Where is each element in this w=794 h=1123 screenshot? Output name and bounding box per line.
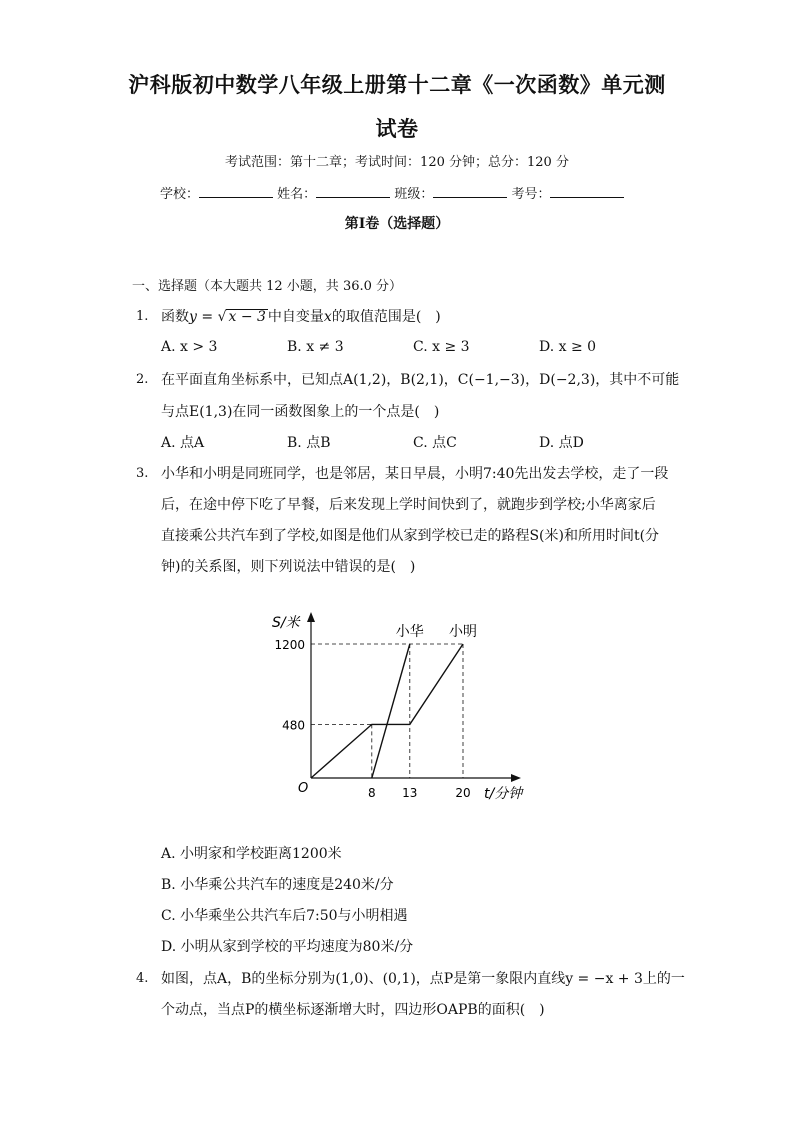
x-tick-label: 13 <box>402 786 418 800</box>
q1-option-d[interactable]: D. x ≥ 0 <box>539 339 597 355</box>
q4-line-1: 如图，点A，B的坐标分别为(1,0)、(0,1)，点P是第一象限内直线y = −x + 3上的一 <box>161 971 685 987</box>
series-line-xiaohua <box>372 644 410 778</box>
q1-post: 的取值范围是( ) <box>331 309 441 325</box>
title-line-2: 试卷 <box>375 116 419 141</box>
q1-number: 1. <box>136 309 149 324</box>
class-label: 班级： <box>394 187 434 202</box>
q1-radicand: x − 3 <box>228 309 266 325</box>
section-title: 一、选择题（本大题共 12 小题，共 36.0 分） <box>132 279 403 294</box>
q2-option-d[interactable]: D. 点D <box>539 435 584 451</box>
y-axis-arrow <box>307 612 315 622</box>
q4-line-2: 个动点，当点P的横坐标逐渐增大时，四边形OAPB的面积( ) <box>161 1002 545 1018</box>
q1-eq: = <box>196 309 218 325</box>
exam-info: 考试范围：第十二章；考试时间：120 分钟；总分：120 分 <box>225 155 569 170</box>
q3-number: 3. <box>136 466 149 481</box>
q1-pre: 函数 <box>161 309 189 325</box>
series-label-xiaoming: 小明 <box>449 624 477 640</box>
q2-option-c[interactable]: C. 点C <box>413 435 457 451</box>
title-line-1: 沪科版初中数学八年级上册第十二章《一次函数》单元测 <box>128 72 666 97</box>
q3-option-b[interactable]: B. 小华乘公共汽车的速度是240米/分 <box>161 877 394 893</box>
q1-option-c[interactable]: C. x ≥ 3 <box>413 339 470 355</box>
series-label-xiaohua: 小华 <box>395 624 424 640</box>
q2-line-2: 与点E(1,3)在同一函数图象上的一个点是( ) <box>161 404 440 420</box>
x-tick-label: 20 <box>455 786 471 800</box>
q1-mid: 中自变量 <box>267 309 324 325</box>
q3-line-4: 钟)的关系图，则下列说法中错误的是( ) <box>161 559 416 575</box>
name-label: 姓名： <box>277 187 317 202</box>
q3-option-c[interactable]: C. 小华乘坐公共汽车后7:50与小明相遇 <box>161 908 408 924</box>
q3-line-3: 直接乘公共汽车到了学校,如图是他们从家到学校已走的路程S(米)和所用时间t(分 <box>161 528 660 544</box>
q1-option-b[interactable]: B. x ≠ 3 <box>287 339 344 355</box>
q1-y: y <box>189 309 197 325</box>
number-label: 考号： <box>511 187 551 202</box>
q3-line-1: 小华和小明是同班同学，也是邻居，某日早晨，小明7:40先出发去学校，走了一段 <box>161 466 669 482</box>
q2-line-1: 在平面直角坐标系中，已知点A(1,2)，B(2,1)，C(−1,−3)，D(−2,3)，其中不可能 <box>161 372 680 388</box>
part-title: 第I卷（选择题） <box>344 216 450 232</box>
q3-option-a[interactable]: A. 小明家和学校距离1200米 <box>161 846 342 862</box>
y-tick-label: 1200 <box>274 638 305 652</box>
y-tick-label: 480 <box>282 718 305 733</box>
q3-line-2: 后，在途中停下吃了早餐，后来发现上学时间快到了，就跑步到学校;小华离家后 <box>161 497 656 513</box>
q1-stem: 函数y = √ x − 3 中自变量x的取值范围是( ) <box>161 309 441 325</box>
y-axis-label: S/米 <box>272 615 300 631</box>
q2-option-b[interactable]: B. 点B <box>287 435 331 451</box>
school-label: 学校： <box>160 187 200 202</box>
q1-option-a[interactable]: A. x > 3 <box>161 339 218 355</box>
x-axis-arrow <box>511 774 521 782</box>
x-axis-label: t/分钟 <box>484 786 523 802</box>
x-tick-label: 8 <box>367 786 376 800</box>
q2-number: 2. <box>136 372 149 387</box>
q1-x: x <box>323 309 332 325</box>
origin-label: O <box>298 781 309 796</box>
series-line-xiaoming <box>311 644 463 778</box>
q4-number: 4. <box>136 971 149 986</box>
q3-option-d[interactable]: D. 小明从家到学校的平均速度为80米/分 <box>161 939 414 955</box>
q2-option-a[interactable]: A. 点A <box>161 435 205 451</box>
